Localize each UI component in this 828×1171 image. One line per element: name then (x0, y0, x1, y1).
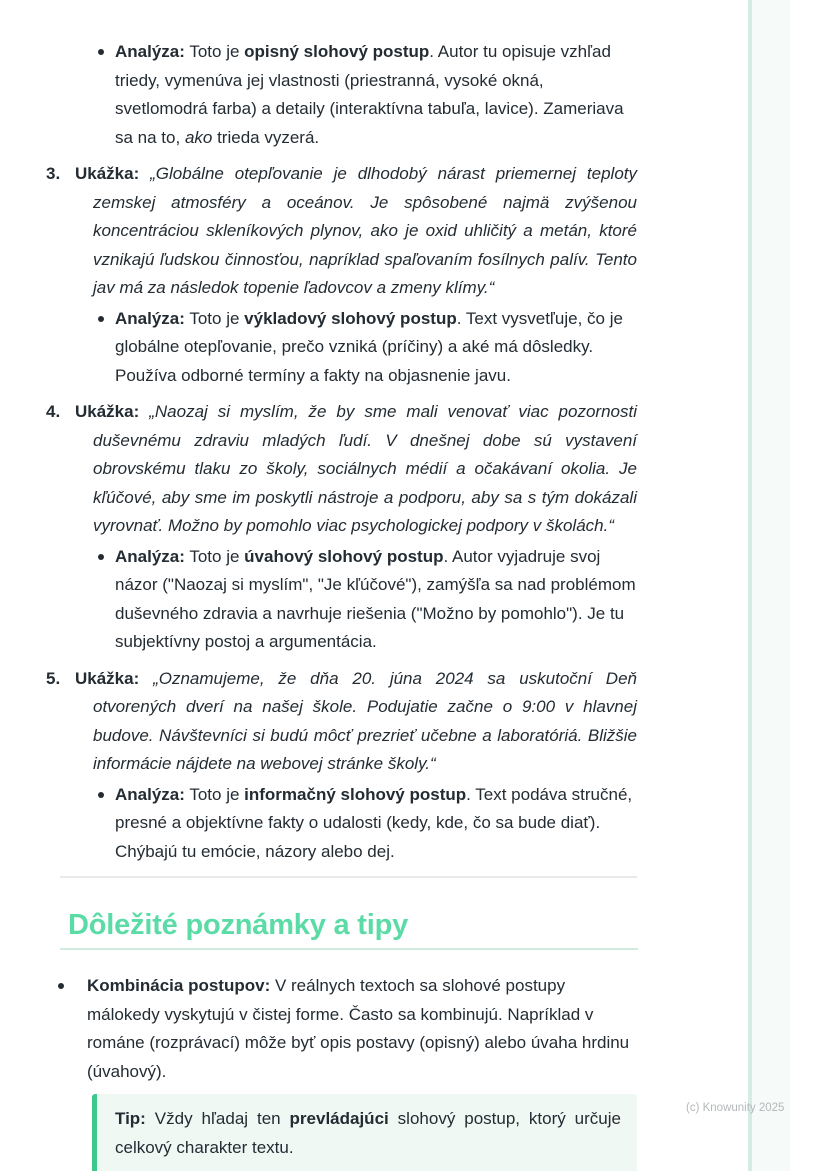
bullet-icon (98, 316, 104, 322)
section-heading-wrap (60, 908, 638, 950)
analysis-term: úvahový slohový postup (244, 546, 444, 566)
analysis-bullet-uvahovy (115, 543, 637, 657)
analysis-label: Analýza: (115, 42, 185, 61)
analysis-label: Analýza: (115, 546, 185, 566)
list-number: 5. (46, 668, 61, 688)
tip-term: prevládajúci (289, 1109, 389, 1128)
tip-box (92, 1094, 637, 1171)
analysis-text: Toto je (184, 784, 245, 804)
analysis-italic: ako (184, 127, 213, 147)
section-heading: Dôležité poznámky a tipy (68, 909, 409, 941)
example-quote: „Naozaj si myslím, že by sme mali venovať viac pozornosti duševnému zdraviu mladých ľudí. V dnešnej dobe sú vystavení obrovskému tlaku zo školy, sociálnych médií a očakávaní okolia. Je kľúčové, aby sme im poskytli nástroje a podporu, aby sa s tým dokázali vyrovnať. Možno by pomohlo viac psychologickej podpory v školách.“ (93, 402, 637, 535)
page-edge-accent-line (748, 0, 752, 1171)
page-edge-band (752, 0, 790, 1171)
analysis-term: výkladový slohový postup (244, 308, 457, 328)
analysis-text: . Text vysvetľuje, čo je globálne otepľovanie, prečo vzniká (príčiny) a aké má dôsledky. Používa odborné termíny a fakty na objasnenie javu. (115, 308, 623, 385)
analysis-text: . Autor vyjadruje svoj názor ("Naozaj si myslím", "Je kľúčové"), zamýšľa sa nad problémom duševného zdravia a navrhuje riešenia ("Možno by pomohlo"). Je tu subjektívny postoj a argumentácia. (115, 546, 636, 651)
bullet-icon (98, 792, 104, 798)
bullet-icon (98, 49, 104, 55)
example-item-3 (46, 160, 637, 303)
analysis-text: Toto je (184, 546, 245, 566)
bullet-icon (58, 983, 64, 989)
analysis-bullet-opisny (115, 38, 637, 152)
copyright-watermark: (c) Knowunity 2025 (686, 1102, 785, 1114)
example-quote: „Globálne otepľovanie je dlhodobý nárast priemernej teploty zemskej atmosféry a oceánov. Je spôsobené najmä zvýšenou koncentráciou skleníkových plynov, ako je oxid uhličitý a metán, ktoré vznikajú ľudskou činnosťou, napríklad spaľovaním fosílnych palív. Tento jav má za následok topenie ľadovcov a zmeny klímy.“ (93, 164, 637, 297)
tip-text: Vždy hľadaj ten (145, 1109, 290, 1128)
example-item-4 (46, 398, 637, 541)
example-item-5 (46, 665, 637, 779)
analysis-text: . Text podáva stručné, presné a objektívne fakty o udalosti (kedy, kde, čo sa bude diať). Chýbajú tu emócie, názory alebo dej. (115, 784, 633, 861)
example-label: Ukážka: (75, 402, 140, 421)
list-number: 4. (46, 402, 61, 421)
analysis-text: . Autor tu opisuje vzhľad triedy, vymenúva jej vlastnosti (priestranná, vysoké okná, svetlomodrá farba) a detaily (interaktívna tabuľa, lavice). Zameriava sa na to, (115, 42, 624, 147)
analysis-text: trieda vyzerá. (212, 127, 320, 147)
analysis-text: Toto je (184, 308, 245, 328)
analysis-text: Toto je (184, 42, 245, 61)
note-kombinacia (87, 972, 637, 1086)
analysis-term: informačný slohový postup (244, 784, 467, 804)
document-content (46, 0, 637, 1171)
analysis-bullet-informacny (115, 781, 637, 867)
analysis-label: Analýza: (115, 784, 185, 804)
example-label: Ukážka: (75, 164, 140, 183)
note-label: Kombinácia postupov: (87, 976, 271, 995)
analysis-bullet-vykladovy (115, 305, 637, 391)
list-number: 3. (46, 164, 61, 183)
analysis-label: Analýza: (115, 308, 185, 328)
example-quote: „Oznamujeme, že dňa 20. júna 2024 sa uskutoční Deň otvorených dverí na našej škole. Podujatie začne o 9:00 v hlavnej budove. Návštevníci si budú môcť prezrieť učebne a laboratóriá. Bližšie informácie nájdete na webovej stránke školy.“ (93, 668, 637, 773)
bullet-icon (98, 554, 104, 560)
tip-label: Tip: (115, 1109, 146, 1128)
tip-text: slohový postup, ktorý určuje celkový charakter textu. (115, 1109, 621, 1157)
note-text: V reálnych textoch sa slohové postupy málokedy vyskytujú v čistej forme. Často sa kombinujú. Napríklad v románe (rozprávací) môže byť opis postavy (opisný) alebo úvaha hrdinu (úvahový). (87, 976, 630, 1081)
analysis-term: opisný slohový postup (244, 42, 430, 61)
example-label: Ukážka: (75, 668, 140, 688)
section-divider (60, 876, 637, 878)
